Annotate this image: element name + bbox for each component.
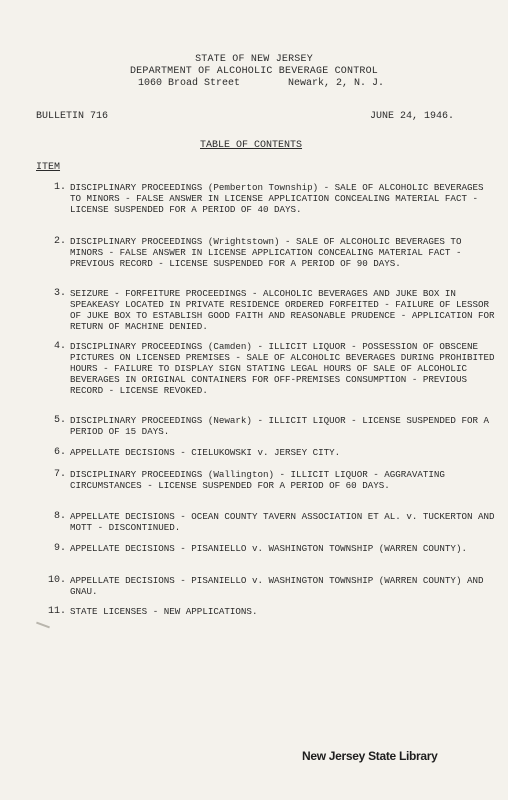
item-heading: ITEM xyxy=(36,162,61,173)
item-number: 8. xyxy=(53,511,66,522)
item-number: 10. xyxy=(47,575,66,586)
toc-item xyxy=(36,606,496,617)
toc-item xyxy=(36,511,496,533)
item-text: DISCIPLINARY PROCEEDINGS (Wallington) - ILLICIT LIQUOR - AGGRAVATING CIRCUMSTANCES - LICENSE SUSPENDED FOR A PERIOD OF 60 DAYS. xyxy=(70,469,445,491)
item-text: DISCIPLINARY PROCEEDINGS (Newark) - ILLICIT LIQUOR - LICENSE SUSPENDED FOR A PERIOD OF 15 DAYS. xyxy=(70,415,490,437)
item-number: 7. xyxy=(53,469,66,480)
item-number: 2. xyxy=(53,236,66,247)
item-text: APPELLATE DECISIONS - CIELUKOWSKI v. JERSEY CITY. xyxy=(70,447,341,458)
library-stamp: New Jersey State Library xyxy=(302,749,438,763)
header-state: STATE OF NEW JERSEY xyxy=(195,54,313,65)
item-text: SEIZURE - FORFEITURE PROCEEDINGS - ALCOHOLIC BEVERAGES AND JUKE BOX IN SPEAKEASY LOCATED IN PRIVATE RESIDENCE ORDERED FORFEITED - FAILURE OF LESSOR OF JUKE BOX TO ESTABLISH GOOD FAITH AND REASONABLE PRUDENCE - APPLICATION FOR RETURN OF MACHINE DENIED. xyxy=(70,288,495,332)
bulletin-number: BULLETIN 716 xyxy=(36,111,109,122)
item-number: 5. xyxy=(53,415,66,426)
toc-item xyxy=(36,575,496,597)
item-text: DISCIPLINARY PROCEEDINGS (Wrightstown) - SALE OF ALCOHOLIC BEVERAGES TO MINORS - FALSE ANSWER IN LICENSE APPLICATION CONCEALING MATERIAL FACT - PREVIOUS RECORD - LICENSE SUSPENDED FOR A PERIOD OF 90 DAYS. xyxy=(70,236,462,269)
toc-item xyxy=(36,469,496,491)
toc-item xyxy=(36,415,496,437)
toc-item xyxy=(36,341,496,396)
item-number: 3. xyxy=(53,288,66,299)
toc-title: TABLE OF CONTENTS xyxy=(200,140,303,151)
toc-item xyxy=(36,543,496,554)
toc-item xyxy=(36,447,496,458)
item-number: 1. xyxy=(53,182,66,193)
item-text: APPELLATE DECISIONS - OCEAN COUNTY TAVERN ASSOCIATION ET AL. v. TUCKERTON AND MOTT - DISCONTINUED. xyxy=(70,511,495,533)
item-text: APPELLATE DECISIONS - PISANIELLO v. WASHINGTON TOWNSHIP (WARREN COUNTY) AND GNAU. xyxy=(70,575,484,597)
toc-item xyxy=(36,236,496,269)
item-number: 9. xyxy=(53,543,66,554)
item-text: APPELLATE DECISIONS - PISANIELLO v. WASHINGTON TOWNSHIP (WARREN COUNTY). xyxy=(70,543,467,554)
item-number: 6. xyxy=(53,447,66,458)
header-department: DEPARTMENT OF ALCOHOLIC BEVERAGE CONTROL xyxy=(129,66,379,77)
item-text: STATE LICENSES - NEW APPLICATIONS. xyxy=(70,606,258,617)
item-number: 4. xyxy=(53,341,66,352)
bulletin-date: JUNE 24, 1946. xyxy=(370,111,455,122)
toc-item xyxy=(36,288,496,332)
header-address: 1060 Broad Street Newark, 2, N. J. xyxy=(138,78,385,89)
ink-smudge xyxy=(36,622,50,629)
item-text: DISCIPLINARY PROCEEDINGS (Camden) - ILLICIT LIQUOR - POSSESSION OF OBSCENE PICTURES ON LICENSED PREMISES - SALE OF ALCOHOLIC BEVERAGES DURING PROHIBITED HOURS - FAILURE TO DISPLAY SIGN STATING LEGAL HOURS OF SALE OF ALCOHOLIC BEVERAGES IN ORIGINAL CONTAINERS FOR OFF-PREMISES CONSUMPTION - PREVIOUS RECORD - LICENSE REVOKED. xyxy=(70,341,495,396)
item-number: 11. xyxy=(47,606,66,617)
item-text: DISCIPLINARY PROCEEDINGS (Pemberton Township) - SALE OF ALCOHOLIC BEVERAGES TO MINORS - FALSE ANSWER IN LICENSE APPLICATION CONCEALING MATERIAL FACT - LICENSE SUSPENDED FOR A PERIOD OF 40 DAYS. xyxy=(70,182,484,215)
toc-item xyxy=(36,182,496,215)
